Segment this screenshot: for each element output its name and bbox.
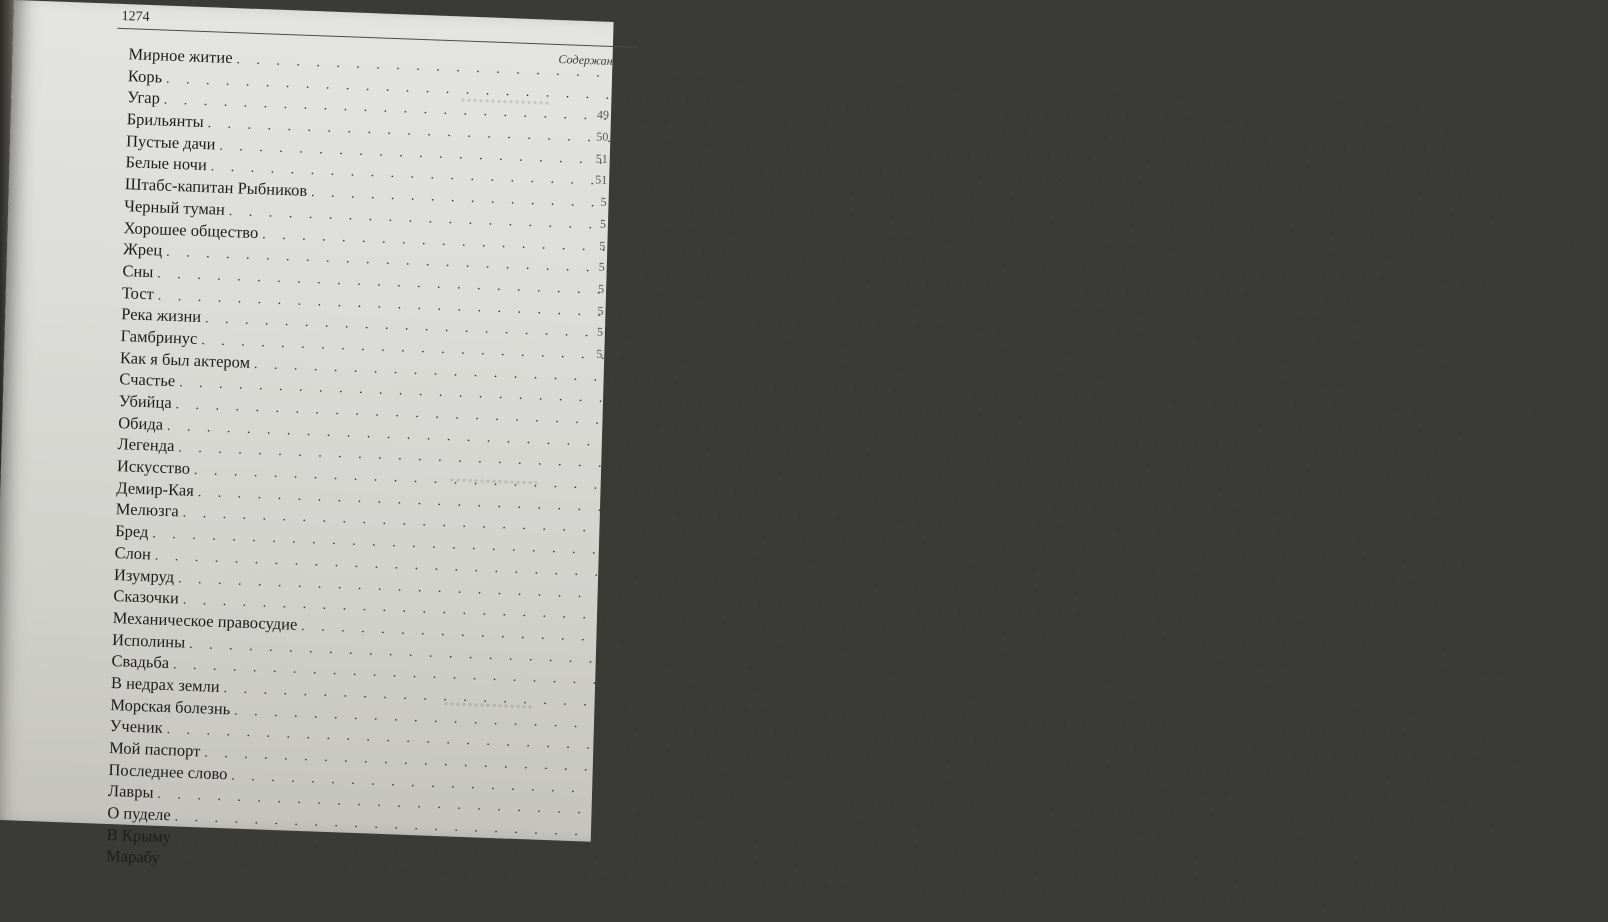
toc-entry-title: Слон (114, 542, 152, 564)
toc-entry-title: Искусство (116, 456, 191, 478)
table-of-contents (106, 44, 649, 887)
toc-entry-title: Хорошее общество (123, 217, 259, 242)
toc-entry-title: Мелюзга (115, 499, 179, 521)
toc-entry-title: Ученик (109, 716, 163, 738)
toc-entry-title: Механическое правосудие (112, 607, 298, 634)
toc-entry-title: Марабу (105, 846, 160, 868)
toc-entry-title: Морская болезнь (110, 694, 231, 719)
toc-entry-title: Мой паспорт (108, 737, 201, 761)
toc-entry-page: 51 (594, 172, 608, 188)
toc-entry-page: 5 (600, 194, 607, 209)
toc-entry-title: Легенда (117, 434, 175, 456)
toc-entry-title: Бред (114, 521, 149, 542)
toc-entry-title: Демир-Кая (116, 477, 195, 500)
toc-entry-title: Штабс-капитан Рыбников (124, 174, 308, 200)
toc-entry-title: Сны (122, 261, 154, 282)
toc-entry-title: Угар (127, 87, 161, 108)
toc-entry-title: Свадьба (111, 651, 170, 673)
toc-entry-title: Мирное житие (128, 44, 233, 68)
book-page (0, 0, 625, 868)
toc-entry-title: Как я был актером (119, 347, 251, 372)
toc-entry-title: О пуделе (107, 803, 171, 825)
running-head: Содержание (558, 51, 625, 69)
toc-entry-title: Брильянты (126, 109, 204, 132)
page-number: 1274 (121, 8, 150, 25)
toc-entry-title: Исполины (111, 629, 186, 652)
toc-entry-page: 5 (597, 281, 605, 296)
toc-entry-title: Гамбринус (120, 326, 198, 348)
header-rule (117, 28, 637, 48)
toc-entry-page: 5 (599, 238, 606, 253)
toc-entry-title: Тост (121, 282, 155, 303)
toc-entry-page: 5 (596, 324, 604, 340)
toc-entry-title: Корь (127, 65, 163, 87)
toc-entry-page: 5 (596, 346, 603, 361)
toc-entry-page: 5 (597, 303, 604, 318)
toc-entry-title: Сказочки (113, 586, 180, 608)
toc-entry-title: Счастье (119, 369, 176, 391)
toc-entry-title: Изумруд (113, 564, 175, 586)
toc-entry-title: В Крыму (106, 824, 172, 847)
toc-entry-title: В недрах земли (110, 672, 220, 696)
toc-entry-title: Лавры (107, 781, 154, 803)
toc-entry-title: Жрец (122, 239, 163, 260)
toc-entry-page: 5 (599, 216, 607, 231)
toc-entry-title: Река жизни (121, 304, 202, 327)
toc-entry-page: 5 (598, 259, 605, 275)
toc-entry-title: Белые ночи (125, 152, 208, 175)
toc-entry-page: 50 (596, 129, 609, 144)
toc-entry-title: Черный туман (124, 195, 226, 219)
toc-entry-page: 51 (595, 151, 608, 166)
toc-entry-title: Последнее слово (108, 759, 228, 784)
toc-entry-title: Убийца (118, 391, 172, 413)
toc-entry-title: Обида (117, 412, 164, 434)
toc-entry-page: 49 (596, 107, 610, 123)
toc-entry-title: Пустые дачи (125, 130, 216, 154)
